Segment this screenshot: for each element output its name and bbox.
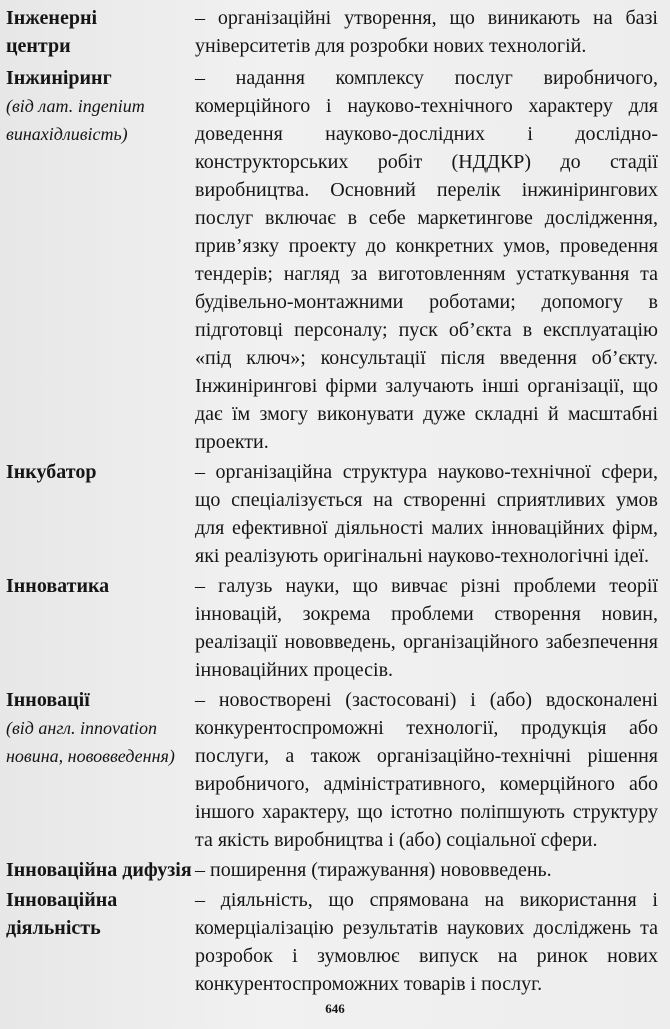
definition: – надання комплексу послуг виробничого, комерційного і науково-технічного характеру для доведення науково-дослідних і дослідно-конструкторських робіт (НДДКР) до стадії виробництва. Основний перелік інжинірингових послуг включає в себе маркетингове дослідження, прив’язку проекту до конкретних умов, проведення тендерів; нагляд за виготовленням устаткування та будівельно-монтажними роботами; допомогу в підготовці персоналу; пуск об’єкта в експлуатацію «під ключ»; консультації після введення об’єкту. Інжинірингові фірми залучають інші організації, що дає їм змогу виконувати дуже складні й масштабні проекти. bbox=[195, 67, 658, 453]
glossary-entry bbox=[6, 886, 658, 998]
term-column bbox=[6, 686, 195, 770]
definition: – організаційні утворення, що виникають на базі університетів для розробки нових технологій. bbox=[195, 7, 658, 57]
term: Інноватика bbox=[6, 575, 110, 597]
definition: – поширення (тиражування) нововведень. bbox=[195, 859, 552, 881]
glossary-entry bbox=[6, 458, 658, 570]
page-number: 646 bbox=[325, 1001, 345, 1016]
glossary-entry bbox=[6, 856, 658, 884]
glossary-entry bbox=[6, 4, 658, 62]
definition: – галузь науки, що вивчає різні проблеми теорії інновацій, зокрема проблеми створення новин, реалізації нововведень, організаційного забезпечення інноваційних процесів. bbox=[195, 575, 658, 681]
etymology: (від лат. ingenium винахідливість) bbox=[6, 96, 145, 144]
term-column bbox=[6, 4, 195, 60]
term-column bbox=[6, 856, 195, 884]
glossary-entry bbox=[6, 686, 658, 854]
glossary bbox=[6, 4, 658, 1000]
term-column bbox=[6, 886, 195, 942]
glossary-entry bbox=[6, 572, 658, 684]
definition: – організаційна структура науково-технічної сфери, що спеціалізується на створенні сприятливих умов для ефективної діяльності малих інноваційних фірм, які реалізують оригінальні науково-технологічні ідеї. bbox=[195, 461, 658, 567]
term: Інноваційна дифузія bbox=[6, 859, 192, 881]
term-column bbox=[6, 458, 195, 486]
etymology: (від англ. innovation новина, нововведення) bbox=[6, 718, 175, 766]
term: Інноваційна діяльність bbox=[6, 889, 118, 939]
term: Інкубатор bbox=[6, 461, 97, 483]
glossary-entry bbox=[6, 64, 658, 456]
term-column bbox=[6, 572, 195, 600]
definition: – діяльність, що спрямована на використання і комерціалізацію результатів наукових досліджень та розробок і зумовлює випуск на ринок нових конкурентоспроможних товарів і послуг. bbox=[195, 889, 658, 995]
term: Інновації bbox=[6, 689, 90, 711]
term: Інжиніринг bbox=[6, 67, 112, 89]
term: Інженерні центри bbox=[6, 7, 98, 57]
term-column bbox=[6, 64, 195, 148]
definition: – новостворені (застосовані) і (або) вдосконалені конкурентоспроможні технології, продукція або послуги, а також організаційно-технічні рішення виробничого, адміністративного, комерційного або іншого характеру, що істотно поліпшують структуру та якість виробництва і (або) соціальної сфери. bbox=[195, 689, 658, 851]
